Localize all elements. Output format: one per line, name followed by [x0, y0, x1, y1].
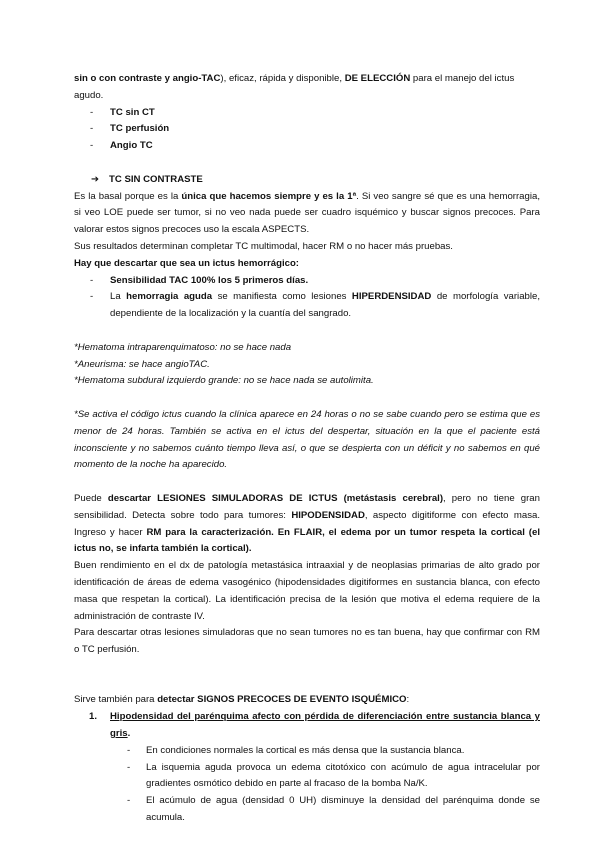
note: *Hematoma subdural izquierdo grande: no se hace nada se autolimita. [74, 375, 374, 387]
list-item: - Angio TC [90, 140, 153, 152]
code-ictus-note: *Se activa el código ictus cuando la clínica aparece en 24 horas o no se sabe cuando pero se estima que es menor de 24 horas. También se activa en el ictus del despertar, situación en la que el paciente está inconsciente y no sabemos cuánto tiempo lleva así, o que se despierta con un déficit y no sabemos en qué momento de la noche ha aparecido. [74, 408, 540, 471]
numbered-item: 1. Hipodensidad del parénquima afecto con pérdida de diferenciación entre sustancia blanca y gris. [89, 711, 540, 740]
hemorrhage-heading: Hay que descartar que sea un ictus hemorrágico: [74, 257, 299, 269]
early-signs-sublist [74, 743, 540, 827]
list-item: - En condiciones normales la cortical es más densa que la sustancia blanca. [127, 744, 465, 756]
list-item: - TC perfusión [90, 123, 170, 135]
performance-paragraph: Buen rendimiento en el dx de patología metastásica intraaxial y de neoplasias primarias de alto grado por identificación de áreas de edema vasogénico (hipodensidades digitiformes en sustancia blanca, con efecto masa que respetan la cortical). La identificación precisa de la lesión que motiva el edema requiere de la administración de contraste IV. [74, 560, 540, 622]
results-paragraph: Sus resultados determinan completar TC multimodal, hacer RM o no hacer más pruebas. [74, 240, 453, 252]
section-heading: ➔ TC SIN CONTRASTE [74, 172, 540, 189]
note: *Aneurisma: se hace angioTAC. [74, 358, 210, 370]
hemorrhage-list [74, 273, 540, 323]
early-signs-intro: Sirve también para detectar SIGNOS PRECOCES DE EVENTO ISQUÉMICO: [74, 694, 410, 706]
note: *Hematoma intraparenquimatoso: no se hace nada [74, 341, 292, 353]
list-item: - La hemorragia aguda se manifiesta como lesiones HIPERDENSIDAD de morfología variable, dependiente de la localización y la cuantía del sangrado. [90, 291, 540, 320]
basal-paragraph: Es la basal porque es la única que hacemos siempre y es la 1ª. Si veo sangre sé que es una hemorragia, si veo LOE puede ser tumor, si no veo nada puede ser cuadro isquémico y buscar signos precoces. Para valorar estos signos precoces uso la escala ASPECTS. [74, 190, 540, 236]
ct-types-list [74, 105, 540, 155]
list-item: - Sensibilidad TAC 100% los 5 primeros días. [90, 274, 309, 286]
list-item: - TC sin CT [90, 106, 155, 118]
notes-block [74, 340, 540, 474]
document-page [74, 71, 540, 827]
list-item: - La isquemia aguda provoca un edema citotóxico con acúmulo de agua intracelular por gradientes osmótico debido en parte al fracaso de la bomba Na/K. [127, 761, 540, 790]
other-mimics-paragraph: Para descartar otras lesiones simuladoras que no sean tumores no es tan buena, hay que confirmar con RM o TC perfusión. [74, 627, 540, 656]
mimics-paragraph: Puede descartar LESIONES SIMULADORAS DE ICTUS (metástasis cerebral), pero no tiene gran sensibilidad. Detecta sobre todo para tumores: HIPODENSIDAD, aspecto digitiforme con efecto masa. Ingreso y hacer RM para la caracterización. En FLAIR, el edema por un tumor respeta la cortical (el ictus no, se infarta también la cortical). [74, 492, 540, 555]
intro-paragraph: sin o con contraste y angio-TAC), eficaz, rápida y disponible, DE ELECCIÓN para el manejo del ictus agudo. [74, 73, 515, 101]
list-item: - El acúmulo de agua (densidad 0 UH) disminuye la densidad del parénquima donde se acumula. [127, 795, 540, 824]
arrow-right-icon: ➔ [91, 173, 100, 185]
